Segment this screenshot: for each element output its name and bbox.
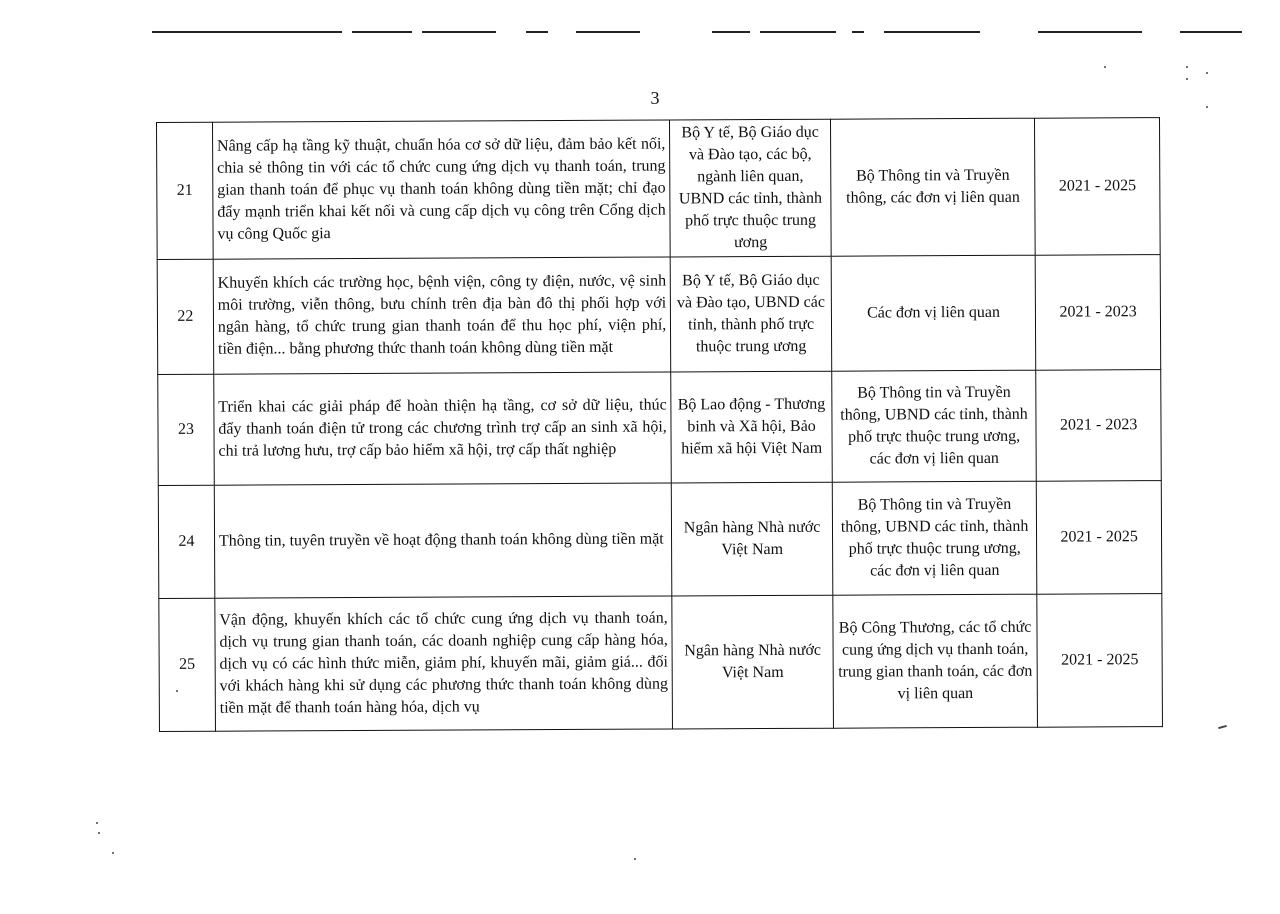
coordinating-agency: Các đơn vị liên quan [831, 255, 1036, 371]
scan-speck [98, 832, 100, 834]
scan-speck [112, 852, 114, 854]
time-frame: 2021 - 2025 [1035, 118, 1160, 256]
page-number: 3 [650, 88, 660, 108]
scan-speck [1206, 106, 1208, 108]
table-row [158, 370, 1162, 486]
header-rule-segment [352, 31, 412, 33]
time-frame: 2021 - 2025 [1037, 594, 1162, 728]
time-frame: 2021 - 2023 [1036, 370, 1161, 482]
header-rule-segment [422, 31, 496, 33]
scan-speck [1186, 66, 1188, 68]
task-description: Thông tin, tuyên truyền về hoạt động thanh toán không dùng tiền mặt [214, 483, 672, 598]
row-number: 23 [158, 374, 214, 485]
task-description: Triển khai các giải pháp để hoàn thiện hạ tầng, cơ sở dữ liệu, thúc đẩy thanh toán điện tử trong các chương trình trợ cấp an sinh xã hội, chi trả lương hưu, trợ cấp bảo hiểm xã hội, trợ cấp thất nghiệp [214, 372, 672, 485]
header-rule-segment [526, 31, 548, 33]
row-number: 24 [158, 485, 214, 598]
lead-agency: Ngân hàng Nhà nước Việt Nam [672, 595, 833, 729]
time-frame: 2021 - 2023 [1035, 255, 1160, 371]
header-rule-segment [760, 31, 836, 33]
coordinating-agency: Bộ Công Thương, các tổ chức cung ứng dịch vụ thanh toán, trung gian thanh toán, các đơn vị liên quan [833, 594, 1038, 728]
header-rule-segment [884, 31, 980, 33]
scan-speck [634, 858, 636, 860]
row-number: 25 [159, 598, 216, 731]
coordinating-agency: Bộ Thông tin và Truyền thông, UBND các tỉnh, thành phố trực thuộc trung ương, các đơn vị liên quan [832, 370, 1037, 482]
lead-agency: Bộ Y tế, Bộ Giáo dục và Đào tạo, các bộ, ngành liên quan, UBND các tỉnh, thành phố trực thuộc trung ương [670, 119, 831, 257]
header-rule-segment [576, 31, 640, 33]
header-rule-segment [1038, 31, 1142, 33]
task-description: Khuyến khích các trường học, bệnh viện, công ty điện, nước, vệ sinh môi trường, viễn thông, bưu chính trên địa bàn đô thị phối hợp với ngân hàng, tổ chức trung gian thanh toán để thu học phí, viện phí, tiền điện... bằng phương thức thanh toán không dùng tiền mặt [213, 257, 671, 374]
lead-agency: Bộ Y tế, Bộ Giáo dục và Đào tạo, UBND các tỉnh, thành phố trực thuộc trung ương [670, 256, 831, 372]
task-description: Vận động, khuyến khích các tổ chức cung ứng dịch vụ thanh toán, dịch vụ trung gian thanh toán, các doanh nghiệp cung cấp hàng hóa, dịch vụ có các hình thức miễn, giảm phí, khuyến mãi, giảm giá... đối với khách hàng khi sử dụng các phương thức thanh toán không dùng tiền mặt để thanh toán hàng hóa, dịch vụ [215, 596, 673, 731]
table-row [157, 255, 1161, 375]
table-row [159, 594, 1163, 732]
scan-speck [96, 822, 98, 824]
task-description: Nâng cấp hạ tầng kỹ thuật, chuẩn hóa cơ sở dữ liệu, đảm bảo kết nối, chia sẻ thông tin với các tổ chức cung ứng dịch vụ thanh toán, trung gian thanh toán để phục vụ thanh toán không dùng tiền mặt; chỉ đạo đẩy mạnh triển khai kết nối và cung cấp dịch vụ công trên Cổng dịch vụ công Quốc gia [212, 120, 670, 259]
header-rule-segment [712, 31, 750, 33]
lead-agency: Ngân hàng Nhà nước Việt Nam [672, 482, 833, 596]
header-rule-segment [1180, 31, 1242, 33]
table-row [157, 118, 1161, 260]
coordinating-agency: Bộ Thông tin và Truyền thông, UBND các tỉnh, thành phố trực thuộc trung ương, các đơn vị liên quan [832, 481, 1037, 595]
coordinating-agency: Bộ Thông tin và Truyền thông, các đơn vị liên quan [830, 118, 1035, 256]
scan-speck [1206, 72, 1208, 74]
scan-speck [1186, 78, 1188, 80]
row-number: 21 [157, 122, 214, 259]
lead-agency: Bộ Lao động - Thương binh và Xã hội, Bảo hiểm xã hội Việt Nam [671, 371, 832, 483]
header-rule-segment [152, 31, 342, 33]
scan-speck [1218, 725, 1227, 729]
header-rule-segment [852, 31, 864, 33]
table-row [158, 481, 1162, 599]
task-table [156, 117, 1163, 732]
scan-speck [1104, 66, 1106, 68]
row-number: 22 [157, 259, 213, 374]
time-frame: 2021 - 2025 [1037, 481, 1162, 595]
